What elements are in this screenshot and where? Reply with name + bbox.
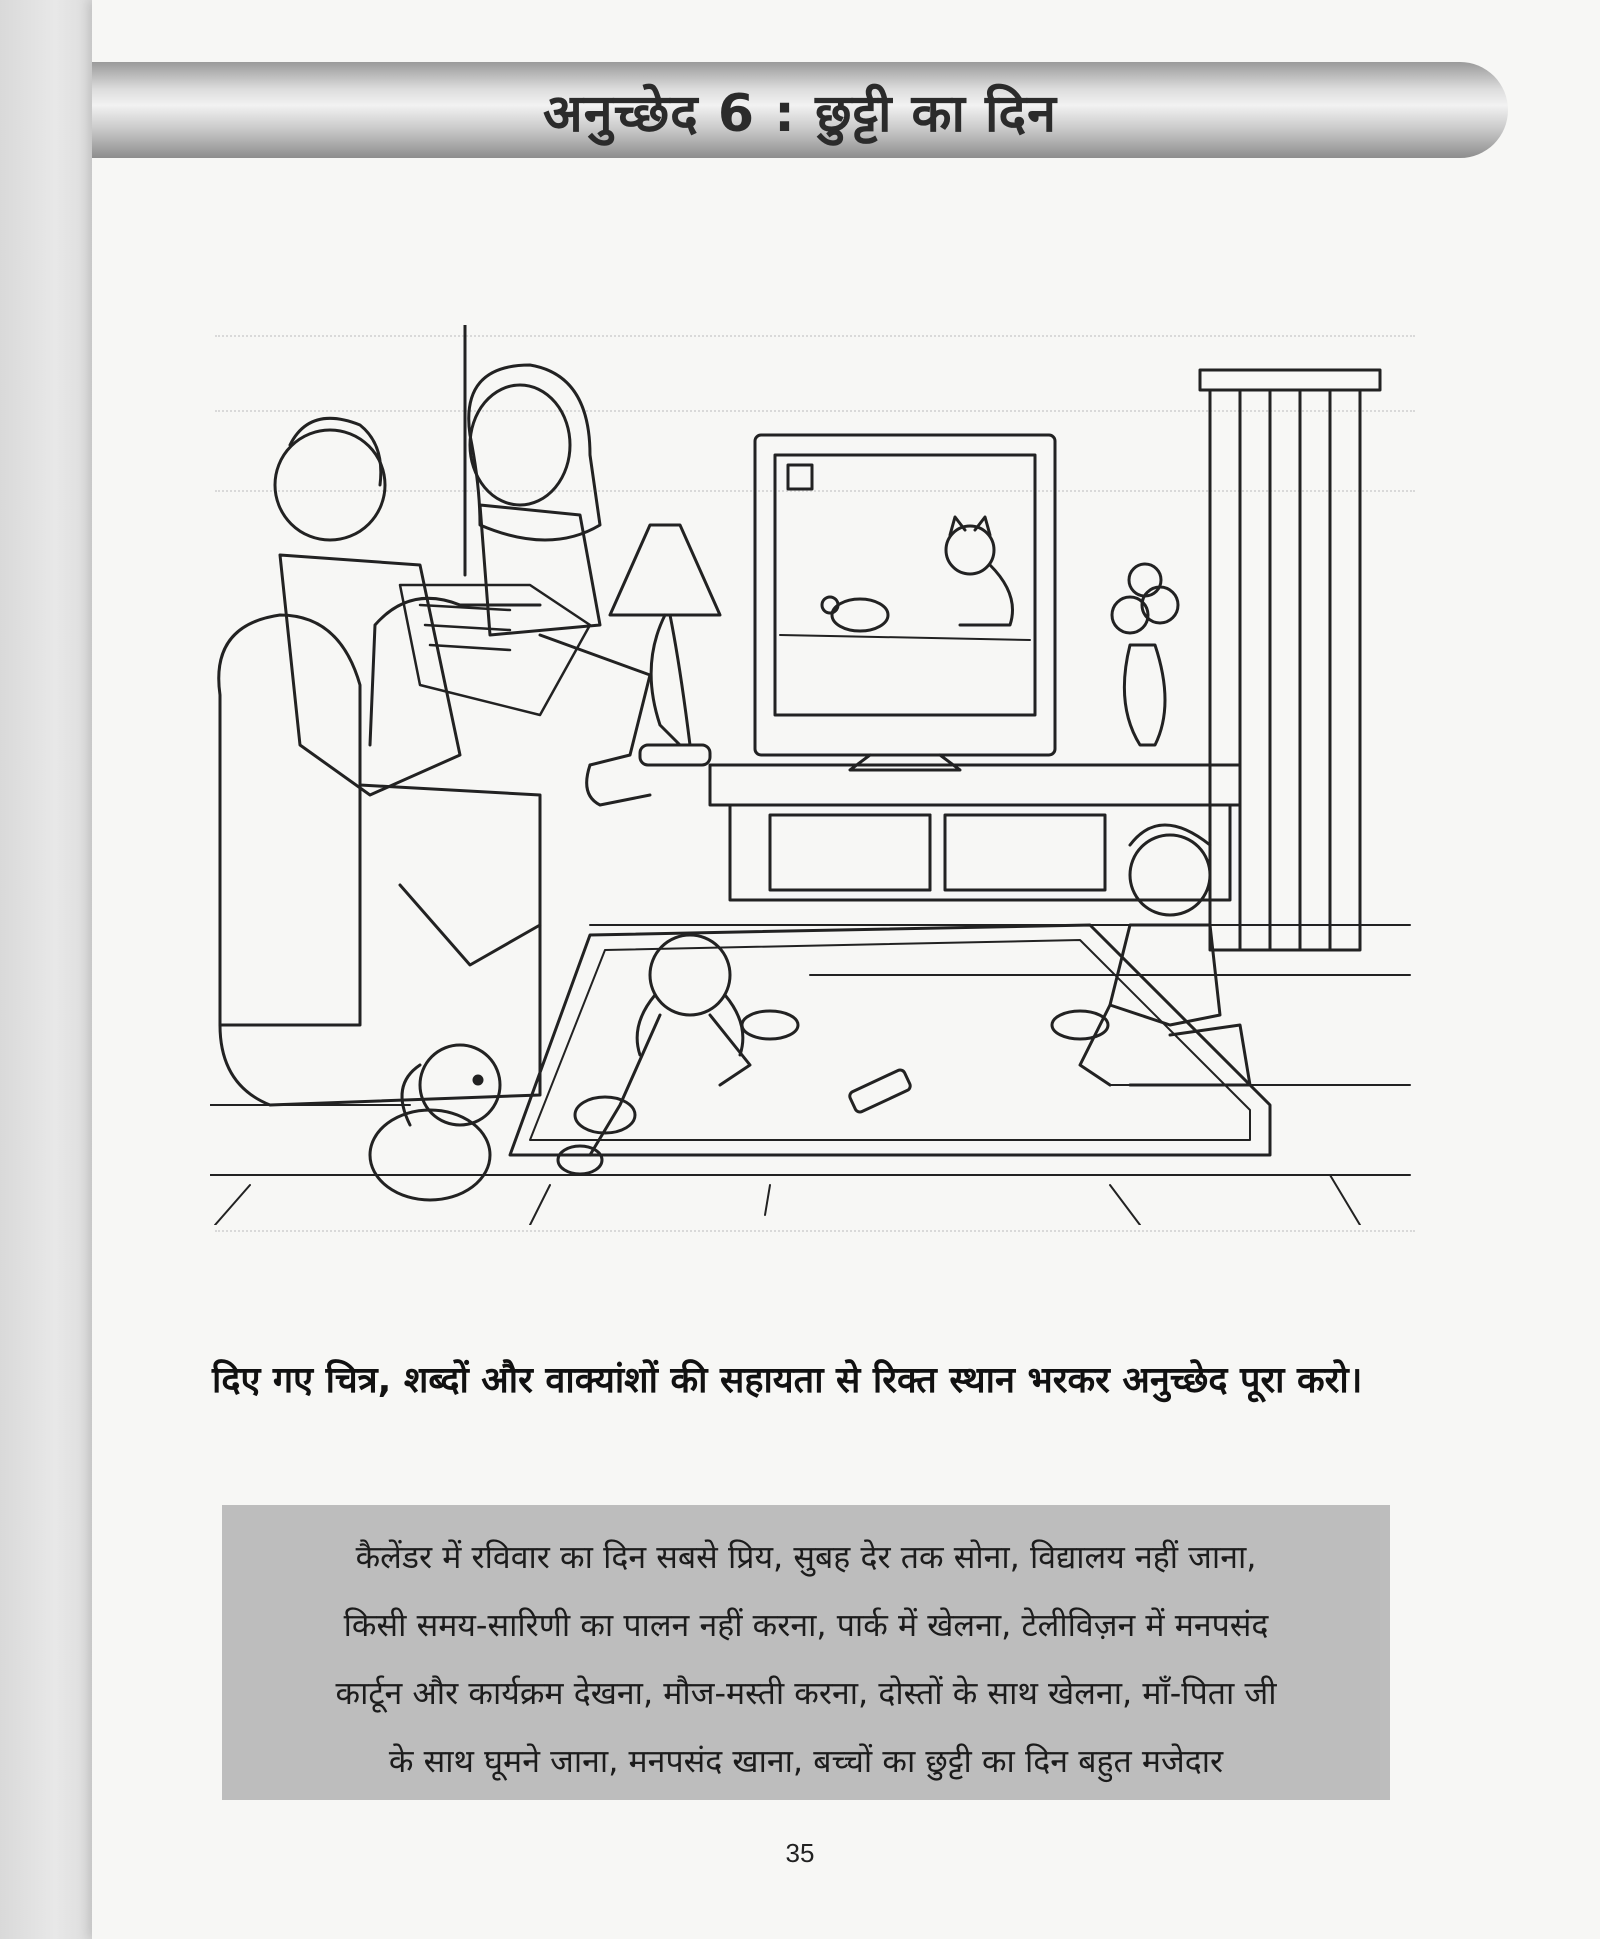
page-number: 35 (785, 1838, 815, 1868)
page-title: अनुच्छेद 6 : छुट्टी का दिन (543, 84, 1057, 144)
tv-stand (710, 765, 1240, 900)
television (755, 435, 1055, 770)
lamp (610, 525, 720, 765)
title-banner (92, 62, 1508, 158)
book-spine (0, 0, 92, 1939)
flower-vase (1112, 564, 1178, 745)
family-illustration (210, 325, 1430, 1225)
word-hint-line: कैलेंडर में रविवार का दिन सबसे प्रिय, सुबह देर तक सोना, विद्यालय नहीं जाना, (355, 1538, 1257, 1576)
word-hint-line: कार्टून और कार्यक्रम देखना, मौज-मस्ती करना, दोस्तों के साथ खेलना, माँ-पिता जी (335, 1674, 1277, 1712)
sofa (219, 598, 540, 1105)
rug (510, 925, 1270, 1155)
snack-bowl (742, 1011, 798, 1039)
dotted-line (215, 1230, 1415, 1232)
word-hint-line: किसी समय-सारिणी का पालन नहीं करना, पार्क में खेलना, टेलीविज़न में मनपसंद (343, 1606, 1269, 1644)
tv-logo-icon (788, 465, 812, 489)
floor-tiles (210, 925, 1410, 1225)
instruction-text: दिए गए चित्र, शब्दों और वाक्यांशों की सहायता से रिक्त स्थान भरकर अनुच्छेद पूरा करो। (212, 1360, 1363, 1401)
dog (370, 1045, 500, 1200)
curtain (1200, 370, 1380, 950)
word-hint-box (222, 1505, 1390, 1800)
word-hint-line: के साथ घूमने जाना, मनपसंद खाना, बच्चों का छुट्टी का दिन बहुत मजेदार (388, 1742, 1224, 1780)
girl (558, 935, 750, 1174)
tv-remote (848, 1068, 912, 1113)
